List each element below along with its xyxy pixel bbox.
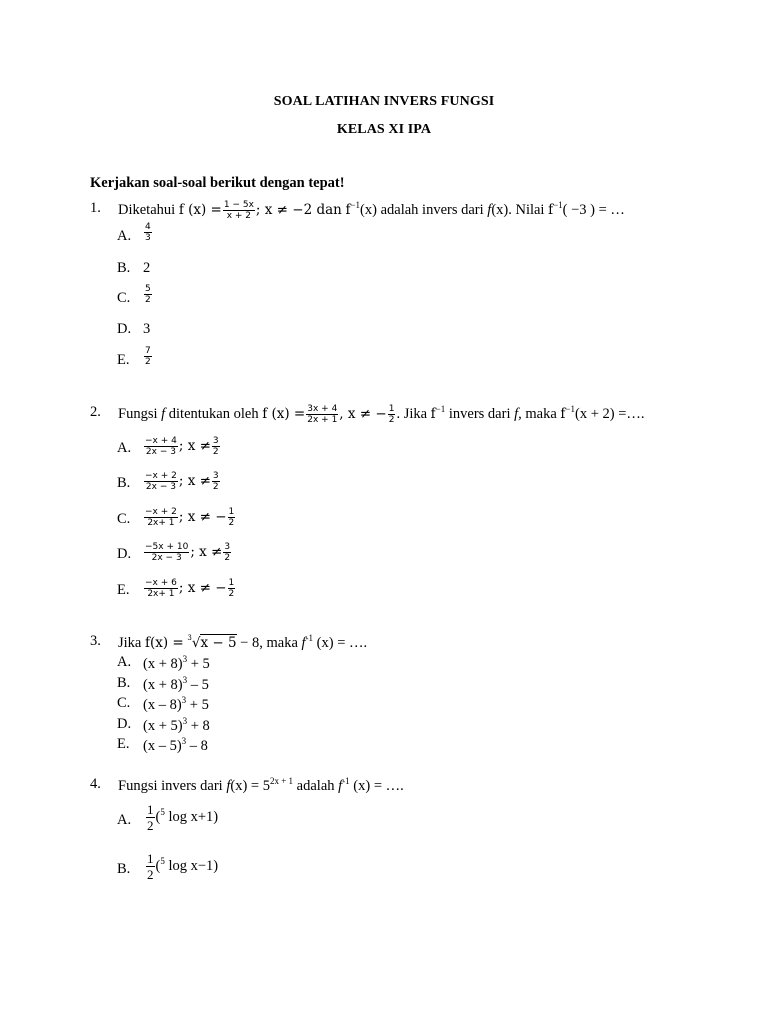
question-text: Fungsi f ditentukan oleh f (x) = $\frac{3x + 4}{2x + 1}$ , x ≠ − $\frac{1}{2}$ . Jika $f^{-1}$ invers dari f, maka $f^{-1}(x + 2)$ =…. xyxy=(118,404,645,426)
fraction: $\frac{1}{2}$ xyxy=(228,507,235,528)
fraction: $\frac{1}{2}$ xyxy=(228,578,235,599)
fraction: $\frac{1}{2}$ xyxy=(147,802,154,833)
question-number: 2. xyxy=(90,404,101,420)
question-text: Diketahui f (x) = $\frac{1 - 5x}{x + 2}$ ; x ≠ −2 dan $f^{-1}(x)$ adalah invers dari f(x). Nilai $f^{-1}( -3$ ) = … xyxy=(118,200,625,222)
instruction: Kerjakan soal-soal berikut dengan tepat! xyxy=(90,175,345,191)
question-text: Jika f(x) = $^3$√x − 5 − 8, maka $f^{-1}$ (x) = …. xyxy=(118,633,368,651)
title-line-1: SOAL LATIHAN INVERS FUNGSI xyxy=(273,94,495,109)
question-number: 4. xyxy=(90,776,101,792)
fraction: $\frac{-x + 6}{2x+ 1}$ xyxy=(145,578,177,599)
question-number: 1. xyxy=(90,200,101,216)
fraction: $\frac{-5x + 10}{2x - 3}$ xyxy=(145,542,189,563)
fraction: $\frac{7}{2}$ xyxy=(145,346,151,367)
fraction: $\frac{-x + 2}{2x+ 1}$ xyxy=(145,507,177,528)
question-number: 3. xyxy=(90,633,101,649)
fraction: $\frac{4}{3}$ xyxy=(145,222,151,243)
fraction: $\frac{3x + 4}{2x + 1}$ xyxy=(307,404,338,426)
cube-root: $^3$√x − 5 xyxy=(187,634,237,651)
fraction: $\frac{3}{2}$ xyxy=(212,471,219,492)
fraction: $\frac{1 - 5x}{x + 2}$ xyxy=(223,200,254,222)
fraction: $\frac{3}{2}$ xyxy=(212,436,219,457)
fraction: $\frac{-x + 4}{2x - 3}$ xyxy=(145,436,177,457)
title-line-2: KELAS XI IPA xyxy=(336,122,432,137)
question-text: Fungsi invers dari $f(x) = 5^{2x + 1}$ adalah $f^{-1}$ (x) = …. xyxy=(118,776,404,794)
fraction: $\frac{5}{2}$ xyxy=(145,284,151,305)
fraction: $\frac{3}{2}$ xyxy=(224,542,231,563)
fraction: $\frac{1}{2}$ xyxy=(147,851,154,882)
fraction: $\frac{-x + 2}{2x - 3}$ xyxy=(145,471,177,492)
fraction: $\frac{1}{2}$ xyxy=(388,404,395,426)
